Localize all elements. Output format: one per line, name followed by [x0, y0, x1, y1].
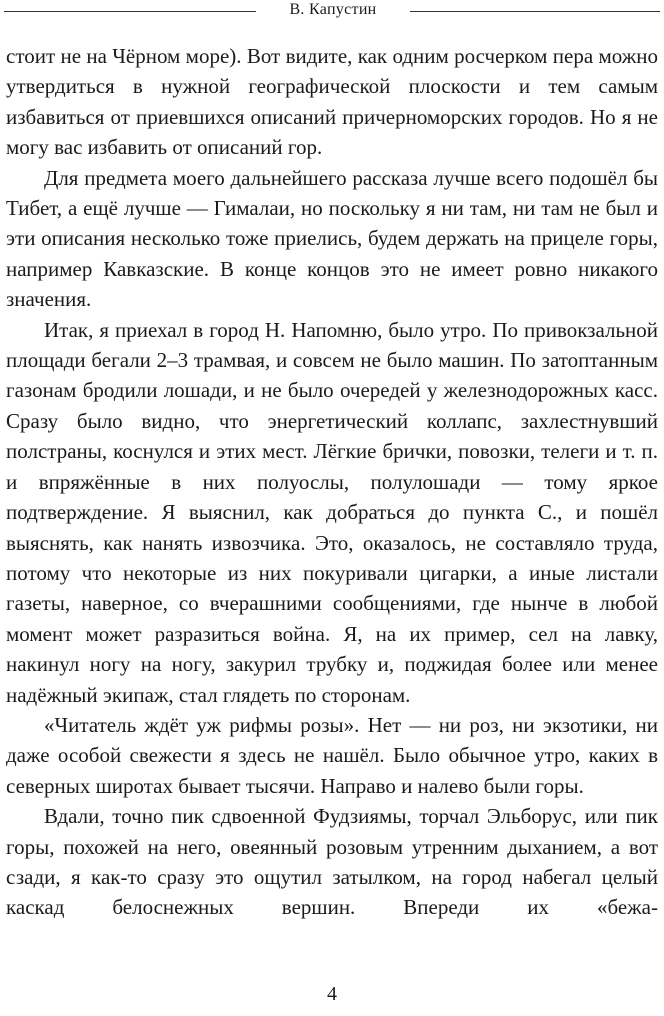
body-text [6, 41, 658, 923]
running-head [0, 0, 664, 22]
paragraph: «Читатель ждёт уж рифмы розы». Нет — ни роз, ни экзотики, ни даже особой свежести я здесь не нашёл. Было обычное утро, каких в северных широтах бывает тысячи. Направо и налево были горы. [6, 712, 658, 798]
page-number: 4 [327, 983, 337, 1005]
paragraph: Для предмета моего дальнейшего рассказа лучше всего подошёл бы Тибет, а ещё лучше — Гималаи, но поскольку я ни там, ни там не был и эти описания несколько тоже приелись, будем держать на прицеле горы, например Кавказские. В конце концов это не имеет ровно никакого значения. [6, 165, 658, 312]
paragraph-continues: Вдали, точно пик сдвоенной Фудзиямы, торчал Эльборус, или пик горы, похожей на него, овеянный розовым утренним дыханием, а вот сзади, я как-то сразу это ощутил затылком, на город набегал целый каскад белоснежных вершин. Впереди их «бежа- [6, 804, 658, 920]
paragraph: Итак, я приехал в город Н. Напомню, было утро. По привокзальной площади бегали 2–3 трамвая, и совсем не было машин. По затоптанным газонам бродили лошади, и не было очередей у железнодорожных касс. Сразу было видно, что энергетический коллапс, захлестнувший полстраны, коснулся и этих мест. Лёгкие брички, повозки, телеги и т. п. и впряжённые в них полуослы, полулошади — тому яркое подтверждение. Я выяснил, как добраться до пункта С., и пошёл выяснять, как нанять извозчика. Это, оказалось, не составляло труда, потому что некоторые из них покуривали цигарки, а иные листали газеты, наверное, со вчерашними сообщениями, где нынче в любой момент может разразиться война. Я, на их пример, сел на лавку, накинул ногу на ногу, закурил трубку и, поджидая более или менее надёжный экипаж, стал глядеть по сторонам. [6, 317, 658, 707]
running-head-author: В. Капустин [289, 1, 377, 18]
paragraph-continued: стоит не на Чёрном море). Вот видите, как одним росчерком пера можно утвердиться в нужной географической плоскости и тем самым избавиться от приевшихся описаний причерноморских городов. Но я не могу вас избавить от описаний гор. [6, 44, 658, 160]
running-head-rule-left [4, 11, 256, 12]
running-head-rule-right [410, 11, 660, 12]
